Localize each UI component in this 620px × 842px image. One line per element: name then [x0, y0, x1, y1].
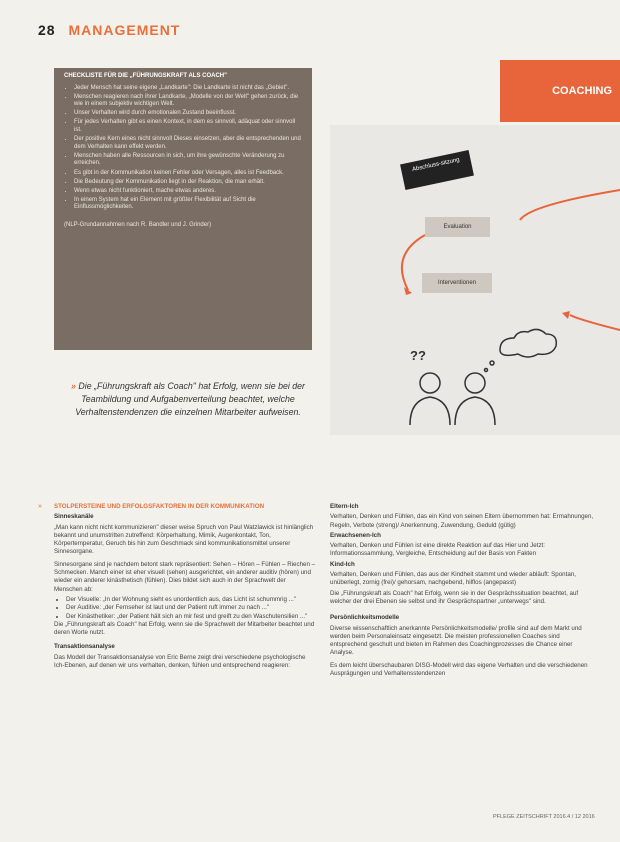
paragraph: „Man kann nicht nicht kommunizieren" dieser weise Spruch von Paul Watzlawick ist hinlänglich bekannt und unumstritten zutreffend: Körperhaltung, Mimik, Augenkontakt, Ton, Körpertemperatur, Geruch bis hin zum Geschmack sind kommunikationsmittel unserer Sinnesorgane.: [54, 523, 314, 556]
list-item: • Jeder Mensch hat seine eigene „Landkarte": Die Landkarte ist nicht das „Gebiet".: [74, 85, 304, 93]
checklist-title: CHECKLISTE FÜR DIE „FÜHRUNGSKRAFT ALS COACH": [64, 73, 227, 79]
coaching-tab: COACHING: [500, 60, 620, 122]
subheading: Persönlichkeitsmodelle: [330, 614, 400, 622]
paragraph: Das Modell der Transaktionsanalyse von Eric Berne zeigt drei verschiedene psychologische Ich-Ebenen, auf denen wir uns verhalten, denken, fühlen und entsprechend reagieren:: [54, 653, 306, 670]
coaching-diagram: [330, 125, 620, 435]
pull-quote: [54, 380, 322, 419]
paragraph: Verhalten, Denken und Fühlen, das ein Kind von seinen Eltern übernommen hat: Ermahnungen, Regeln, Verbote (streng)/ Anerkennung, Zuwendung, Geduld (gütig): [330, 513, 594, 529]
paragraph: Es dem leicht überschaubaren DISG-Modell wird das eigene Verhalten und die verschiedenen Ausprägungen und Verhaltensstendenzen: [330, 661, 588, 678]
page-footer: PFLEGE ZEITSCHRIFT 2016.4 / 12 2016: [493, 814, 595, 820]
section-title: MANAGEMENT: [68, 22, 181, 38]
paragraph: Sinnesorgane sind je nachdem betont stark repräsentiert: Sehen – Hören – Fühlen – Riechen – Schmecken. Manch einer ist eher visuell (sehen) ausgerichtet, ein anderer auditiv (hören) und wieder ein anderer kinästhetisch (fühlen). Dies bildet sich auch in der Sprachwelt der Menschen ab:: [54, 560, 316, 593]
section-arrow-icon: »: [38, 503, 42, 510]
subheading: Transaktionsanalyse: [54, 643, 115, 651]
diagram-box-abschluss: Abschluss-sitzung: [400, 150, 474, 190]
list-item: • Die Bedeutung der Kommunikation liegt in der Reaktion, die man erhält.: [74, 179, 304, 187]
page-number: 28: [38, 22, 56, 38]
list-item: • Wenn etwas nicht funktioniert, mache etwas anderes.: [74, 188, 304, 196]
diagram-box-interventionen: Interventionen: [422, 273, 492, 293]
left-column: [54, 503, 316, 672]
subheading: Erwachsenen-Ich: [330, 531, 381, 539]
checklist-list: [64, 85, 304, 212]
bullet-list: [54, 596, 316, 621]
list-item: • Der Visuelle: „In der Wohnung sieht es unordentlich aus, das Licht ist schummrig ...": [66, 596, 316, 604]
right-column: [330, 503, 594, 680]
list-item: • Es gibt in der Kommunikation keinen Fehler oder Versagen, alles ist Feedback.: [74, 170, 304, 178]
list-item: • Der Kinästhetiker: „der Patient hält sich an mir fest und greift zu den Waschutensilien ...": [66, 613, 316, 621]
quote-text: Die „Führungskraft als Coach" hat Erfolg, wenn sie bei der Teambildung und Aufgabenverteilung beachtet, welche Verhaltenstendenzen die einzelnen Mitarbeiter aufweisen.: [75, 381, 305, 417]
paragraph: Verhalten, Denken und Fühlen, das aus der Kindheit stammt und wieder abläuft: Spontan, unüberlegt, zornig (frei)/ gehorsam, nachgebend, hilflos (angepasst): [330, 571, 576, 587]
list-item: • Der positive Kern eines nicht sinnvoll Dieses einsetzen, aber die entsprechenden und dem Verhalten kann effekt werden.: [74, 136, 304, 151]
quote-mark: »: [71, 381, 76, 391]
subheading: Sinneskanäle: [54, 513, 94, 521]
list-item: • Für jedes Verhalten gibt es einen Kontext, in dem es sinnvoll, adäquat oder sinnvoll ist.: [74, 119, 304, 134]
svg-text:??: ??: [410, 348, 426, 363]
list-item: • Unser Verhalten wird durch emotionalen Zustand beeinflusst.: [74, 110, 304, 118]
list-item: • Der Auditive: „der Fernseher ist laut und der Patient ruft immer zu nach ...": [66, 604, 316, 612]
subheading: Eltern-Ich: [330, 503, 359, 510]
subheading: Kind-Ich: [330, 560, 355, 568]
paragraph: Verhalten, Denken und Fühlen ist eine direkte Reaktion auf das Hier und Jetzt: Informationssammlung, Vergleiche, Entscheidung auf der Basis von Fakten: [330, 542, 545, 558]
paragraph: Diverse wissenschaftlich anerkannte Persönlichkeitsmodelle/ profile sind auf dem Markt und werden beim Personaleinsatz eingesetzt. Die meisten professionellen Coaches sind entsprechend geschult und bieten im Rahmen des Coachingprozesses die Chance einer Analyse.: [330, 624, 582, 657]
paragraph: Die „Führungskraft als Coach" hat Erfolg, wenn sie die Sprachwelt der Mitarbeiter beachtet und deren Worte nutzt.: [54, 620, 315, 637]
section-heading: STOLPERSTEINE UND ERFOLGSFAKTOREN IN DER KOMMUNIKATION: [54, 503, 265, 510]
diagram-box-evaluation: Evaluation: [425, 217, 490, 237]
checklist-footer: (NLP-Grundannahmen nach R. Bandler und J. Grinder): [64, 222, 212, 228]
paragraph: Die „Führungskraft als Coach" hat Erfolg, wenn sie in der Gesprächssituation beachtet, auf welcher der drei Ebenen sie selbst und ihr Gesprächspartner „unterwegs" sind.: [330, 589, 579, 605]
list-item: • Menschen reagieren nach ihrer Landkarte, „Modelle von der Welt" gehen zurück, die wie in einem subjektiv wichtigen Welt.: [74, 94, 304, 109]
checklist-box: [54, 68, 312, 350]
list-item: • In einem System hat ein Element mit größter Flexibilität auf Sicht die Einflussmöglichkeiten.: [74, 197, 304, 212]
page-header: [38, 22, 180, 38]
list-item: • Menschen haben alle Ressourcen in sich, um ihre gewünschte Veränderung zu erreichen.: [74, 153, 304, 168]
